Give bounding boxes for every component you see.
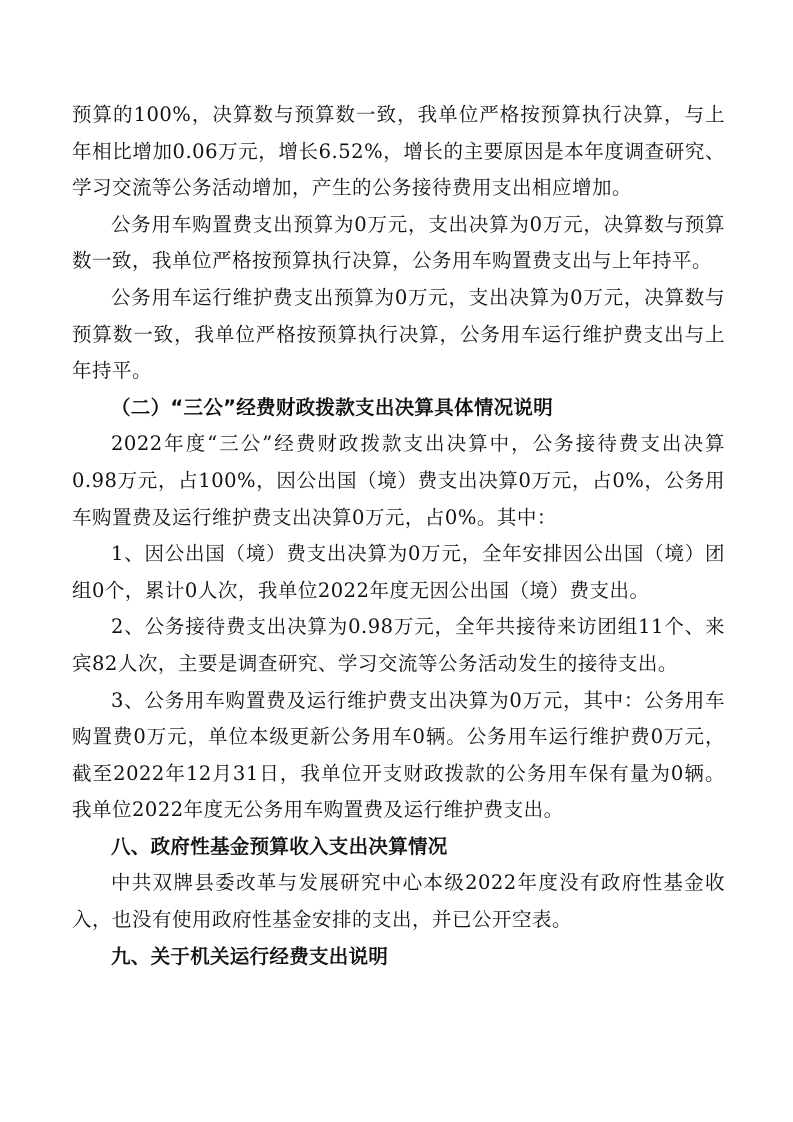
paragraph-item-reception: 2、公务接待费支出决算为0.98万元，全年共接待来访团组11个、来宾82人次，主要是调查研究、学习交流等公务活动发生的接待支出。 [72,615,725,675]
subheading-sangong-detail: （二）“三公”经费财政拨款支出决算具体情况说明 [111,395,554,419]
paragraph-vehicle-purchase: 公务用车购置费支出预算为0万元，支出决算为0万元，决算数与预算数一致，我单位严格按预算执行决算，公务用车购置费支出与上年持平。 [72,212,725,273]
paragraph-2022-summary: 2022年度“三公”经费财政拨款支出决算中，公务接待费支出决算0.98万元，占100%，因公出国（境）费支出决算0万元，占0%，公务用车购置费及运行维护费支出决算0万元，占0%。其中： [72,432,725,529]
heading-section-9: 九、关于机关运行经费支出说明 [111,944,389,968]
paragraph-section-8: 中共双牌县委改革与发展研究中心本级2022年度没有政府性基金收入，也没有使用政府性基金安排的支出，并已公开空表。 [72,871,725,932]
heading-section-8: 八、政府性基金预算收入支出决算情况 [111,834,448,858]
paragraph-reception-continuation: 预算的100%，决算数与预算数一致，我单位严格按预算执行决算，与上年相比增加0.06万元，增长6.52%，增长的主要原因是本年度调查研究、学习交流等公务活动增加，产生的公务接待费用支出相应增加。 [72,103,725,200]
paragraph-item-overseas: 1、因公出国（境）费支出决算为0万元，全年安排因公出国（境）团组0个，累计0人次，我单位2022年度无因公出国（境）费支出。 [72,542,725,602]
paragraph-vehicle-operation: 公务用车运行维护费支出预算为0万元，支出决算为0万元，决算数与预算数一致，我单位严格按预算执行决算，公务用车运行维护费支出与上年持平。 [72,285,725,383]
paragraph-item-vehicle: 3、公务用车购置费及运行维护费支出决算为0万元，其中：公务用车购置费0万元，单位本级更新公务用车0辆。公务用车运行维护费0万元，截至2022年12月31日，我单位开支财政拨款的公务用车保有量为0辆。我单位2022年度无公务用车购置费及运行维护费支出。 [72,688,725,822]
document-body [72,97,725,975]
